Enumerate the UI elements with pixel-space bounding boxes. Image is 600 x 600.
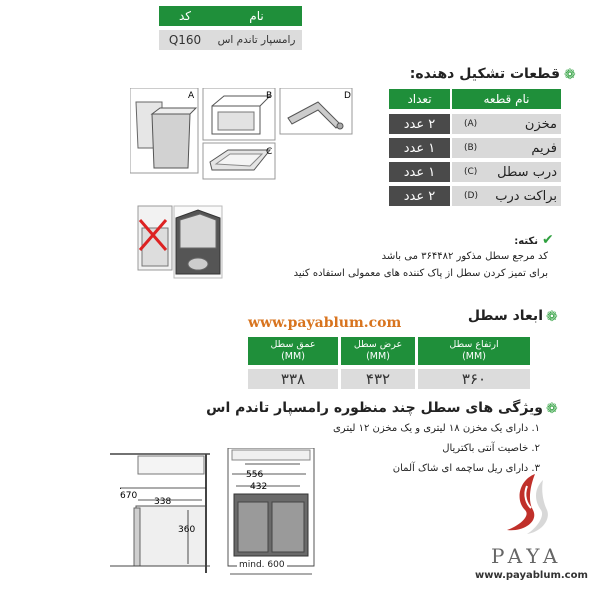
parts-col-name: نام قطعه <box>452 89 561 109</box>
part-row-a <box>452 114 561 134</box>
dim-label-min600: mind. 600 <box>239 560 285 570</box>
dimensions-title: ابعاد سطل <box>467 308 543 324</box>
checkmark-icon: ✔ <box>542 232 554 248</box>
dim-header-label: ارتفاع سطل <box>449 339 499 350</box>
feature-item-3: ۳. دارای ریل ساچمه ای شاک آلمان <box>392 463 540 474</box>
front-view-drawing <box>228 448 314 574</box>
part-row-c <box>452 162 561 182</box>
dim-value-height: ۳۶۰ <box>418 369 530 389</box>
flower-bullet-icon: ❁ <box>546 309 558 325</box>
parts-title: قطعات تشکیل دهنده: <box>409 66 560 82</box>
part-code: (B) <box>464 143 478 153</box>
part-c-image <box>203 143 275 179</box>
dim-label-432: 432 <box>250 482 268 492</box>
part-name: فریم <box>531 140 557 156</box>
dim-header-depth <box>248 337 338 365</box>
feature-item-1: ۱. دارای یک مخزن ۱۸ لیتری و یک مخزن ۱۲ لیتری <box>332 423 540 434</box>
name-value: رامسپار تاندم اس <box>211 30 302 50</box>
note-line-2: برای تمیز کردن سطل از پاک کننده های معمولی استفاده کنید <box>293 268 548 279</box>
part-code: (D) <box>464 191 478 201</box>
side-view-drawing <box>110 454 210 573</box>
dim-header-unit: (MM) <box>366 351 390 362</box>
part-row-b <box>452 138 561 158</box>
dim-value-depth: ۳۳۸ <box>248 369 338 389</box>
part-name: درب سطل <box>497 164 557 180</box>
label-b: B <box>266 91 273 101</box>
label-d: D <box>344 91 351 101</box>
dim-label-338: 338 <box>154 497 172 507</box>
dim-header-label: عمق سطل <box>270 339 316 350</box>
part-row-d <box>452 186 561 206</box>
parts-col-qty: تعداد <box>389 89 450 109</box>
label-a: A <box>188 91 195 101</box>
label-c: C <box>266 147 273 157</box>
part-name: براکت درب <box>495 188 557 204</box>
part-code: (C) <box>464 167 478 177</box>
part-qty-c: ۱ عدد <box>389 162 450 182</box>
code-value: Q160 <box>159 30 211 50</box>
dim-header-label: عرض سطل <box>353 339 403 350</box>
dim-header-height <box>418 337 530 365</box>
paya-logo-icon <box>497 470 557 540</box>
part-b-image <box>203 88 275 140</box>
dim-header-unit: (MM) <box>462 351 486 362</box>
part-qty-d: ۲ عدد <box>389 186 450 206</box>
parts-illustrations <box>130 88 355 288</box>
dim-header-unit: (MM) <box>281 351 305 362</box>
part-d-image <box>280 88 352 134</box>
watermark-url: www.payablum.com <box>248 315 402 331</box>
part-qty-a: ۲ عدد <box>389 114 450 134</box>
code-header: کد <box>159 6 211 26</box>
feature-item-2: ۲. خاصیت آنتی باکتریال <box>442 443 540 454</box>
name-header: نام <box>211 6 302 26</box>
features-title: ویژگی های سطل چند منظوره رامسپار تاندم اس <box>206 400 543 416</box>
dim-value-width: ۴۳۲ <box>341 369 415 389</box>
note-title: نکته: <box>514 236 538 247</box>
logo-url: www.payablum.com <box>475 570 588 581</box>
part-a-image <box>130 88 198 173</box>
dim-label-556: 556 <box>246 470 264 480</box>
installed-bins-image <box>174 206 222 278</box>
part-code: (A) <box>464 119 478 129</box>
dim-header-width <box>341 337 415 365</box>
flower-bullet-icon: ❁ <box>546 401 558 417</box>
part-qty-b: ۱ عدد <box>389 138 450 158</box>
part-name: مخزن <box>524 116 557 132</box>
dim-label-670: 670 <box>120 491 138 501</box>
no-dishwasher-image <box>138 206 172 270</box>
logo-brand: PAYA <box>491 544 563 568</box>
note-line-1: کد مرجع سطل مذکور ۳۶۴۴۸۲ می باشد <box>381 251 548 262</box>
dim-label-360: 360 <box>178 525 196 535</box>
flower-bullet-icon: ❁ <box>564 67 576 83</box>
